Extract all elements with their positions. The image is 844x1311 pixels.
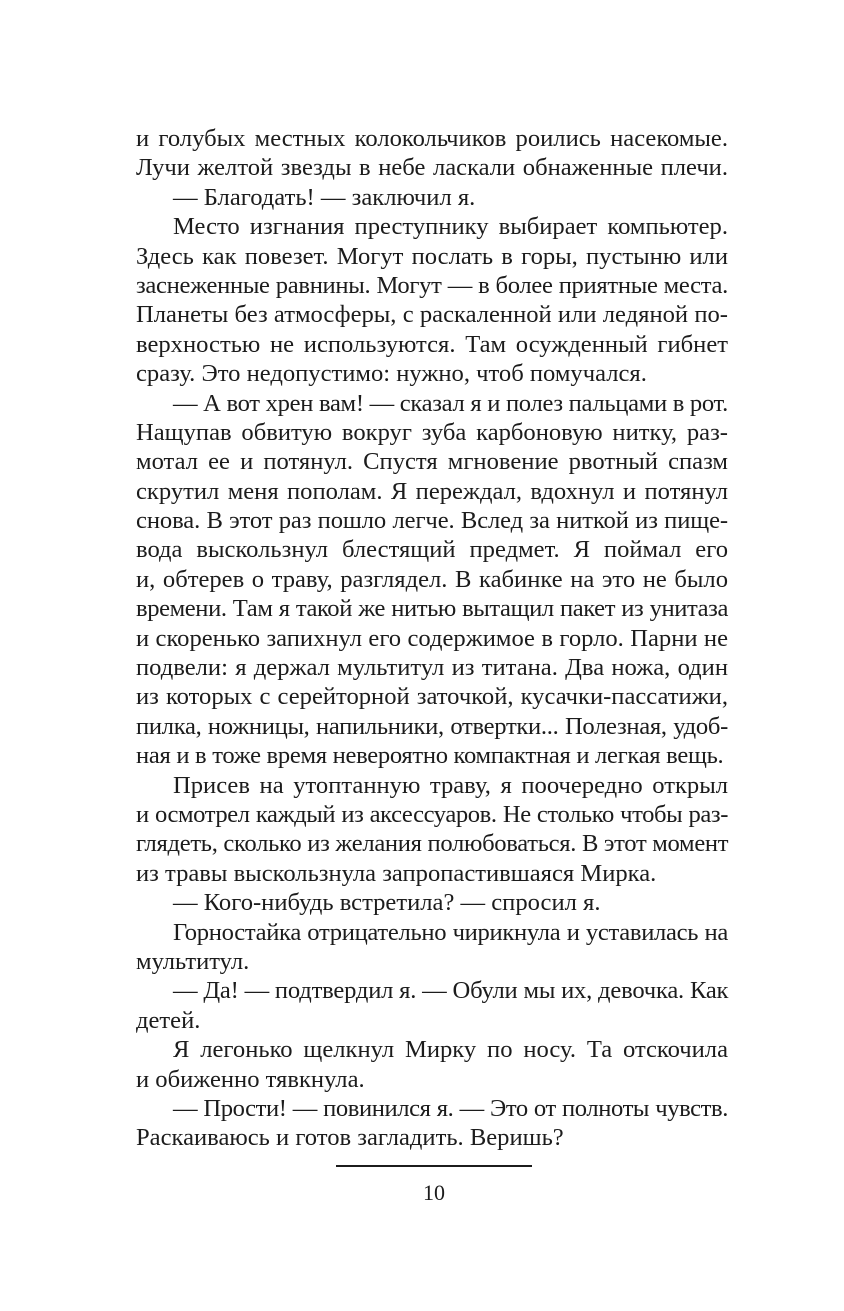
text-line: из травы выскользнула запропастившаяся Мирка. — [136, 859, 657, 887]
text-line: Раскаиваюсь и готов загладить. Веришь? — [136, 1124, 564, 1152]
text-line: мультитул. — [136, 947, 250, 975]
text-line: Горностайка отрицательно чирикнула и уставилась на — [173, 918, 728, 946]
footer-rule — [336, 1165, 532, 1167]
text-line: заснеженные равнины. Могут — в более приятные места. — [136, 271, 728, 299]
text-line: Я легонько щелкнул Мирку по носу. Та отскочила — [173, 1036, 728, 1064]
text-line: мотал ее и потянул. Спустя мгновение рвотный спазм — [136, 448, 728, 476]
text-line: ная и в тоже время невероятно компактная и легкая вещь. — [136, 742, 724, 770]
text-line: Нащупав обвитую вокруг зуба карбоновую нитку, раз- — [136, 418, 728, 446]
text-line: детей. — [136, 1006, 201, 1034]
text-line: глядеть, сколько из желания полюбоваться. В этот момент — [136, 830, 729, 858]
body-text — [136, 124, 728, 1153]
text-line: Планеты без атмосферы, с раскаленной или ледяной по- — [136, 301, 728, 329]
text-line: Лучи желтой звезды в небе ласкали обнаженные плечи. — [136, 154, 728, 182]
text-line: Место изгнания преступнику выбирает компьютер. — [173, 213, 728, 241]
text-line: — Да! — подтвердил я. — Обули мы их, девочка. Как — [173, 977, 729, 1005]
text-line: и голубых местных колокольчиков роились насекомые. — [136, 125, 728, 152]
text-line: Здесь как повезет. Могут послать в горы, пустыню или — [136, 242, 728, 270]
text-line: снова. В этот раз пошло легче. Вслед за ниткой из пище- — [136, 507, 728, 535]
text-line: Присев на утоптанную траву, я поочередно открыл — [173, 771, 728, 799]
text-line: — Кого-нибудь встретила? — спросил я. — [173, 889, 601, 917]
text-line: — Благодать! — заключил я. — [173, 183, 476, 211]
text-line: и обиженно тявкнула. — [136, 1065, 365, 1093]
text-line: — Прости! — повинился я. — Это от полноты чувств. — [173, 1094, 728, 1122]
text-line: и осмотрел каждый из аксессуаров. Не столько чтобы раз- — [136, 800, 728, 828]
text-line: вода выскользнул блестящий предмет. Я поймал его — [136, 536, 728, 564]
text-line: верхностью не используются. Там осужденный гибнет — [136, 330, 728, 358]
text-line: пилка, ножницы, напильники, отвертки... Полезная, удоб- — [136, 712, 728, 740]
page-number: 10 — [423, 1180, 445, 1205]
text-line: — А вот хрен вам! — сказал я и полез пальцами в рот. — [173, 389, 728, 417]
text-line: сразу. Это недопустимо: нужно, чтоб помучался. — [136, 360, 647, 388]
text-line: скрутил меня пополам. Я переждал, вдохнул и потянул — [136, 477, 728, 505]
text-line: и, обтерев о траву, разглядел. В кабинке на это не было — [136, 565, 728, 593]
text-line: и скоренько запихнул его содержимое в горло. Парни не — [136, 624, 728, 652]
text-line: времени. Там я такой же нитью вытащил пакет из унитаза — [136, 595, 728, 623]
text-line: подвели: я держал мультитул из титана. Два ножа, один — [136, 654, 728, 682]
text-line: из которых с серейторной заточкой, кусачки-пассатижи, — [136, 683, 728, 711]
